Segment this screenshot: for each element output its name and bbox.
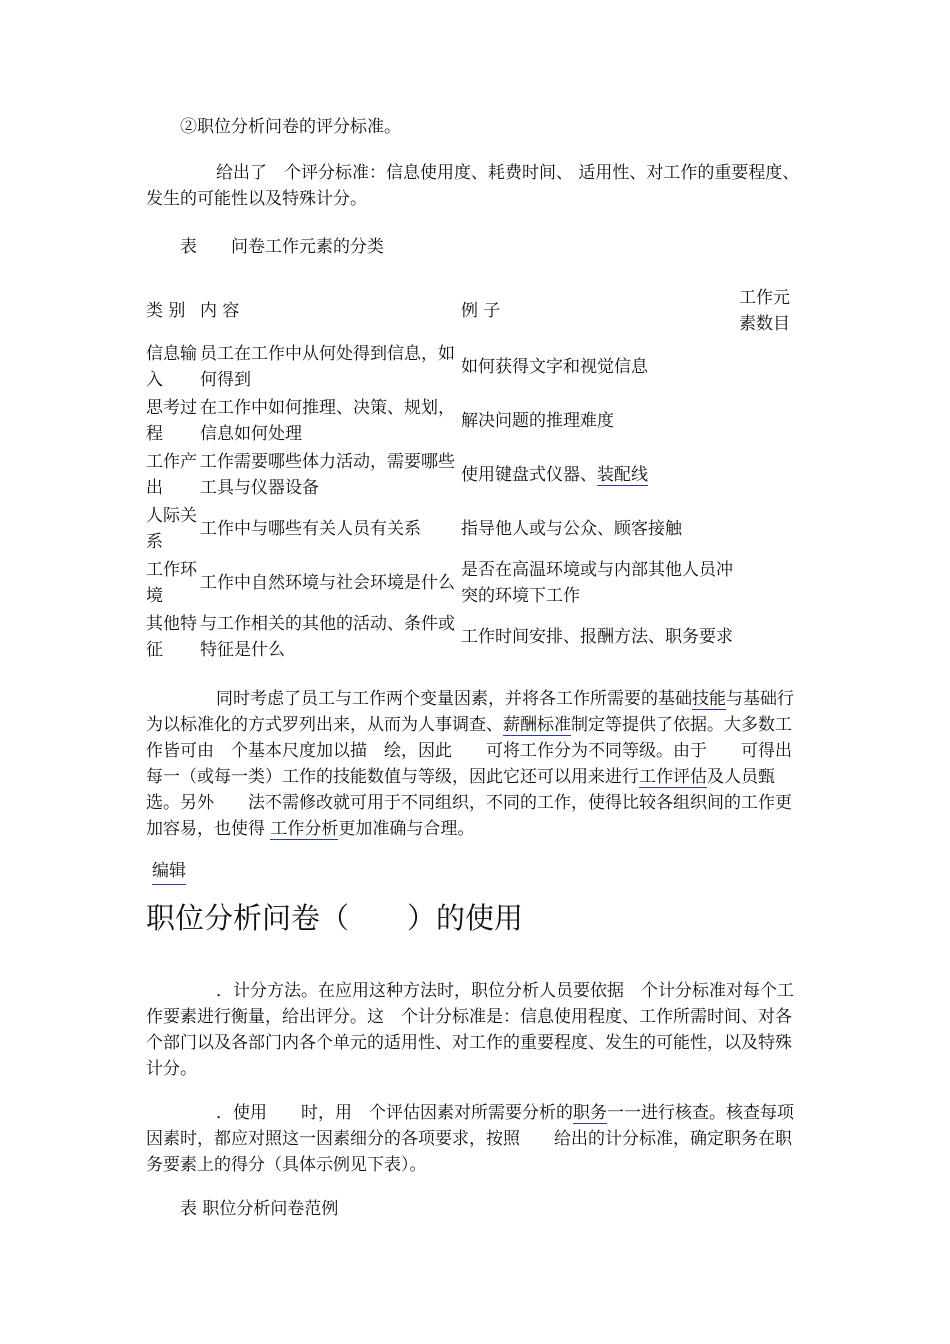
example-text: 使用键盘式仪器、 — [461, 465, 597, 485]
cell-example — [461, 556, 739, 610]
paragraph-text: 一一进行核查。核查每项因素时，都应对照这一因素细分的各项要求，按照 给出的计分标准，确定职务在职务要素上的得分（具体示例见下表）。 — [146, 1103, 794, 1175]
cell-example — [461, 610, 739, 664]
table-row — [146, 394, 806, 448]
table-row — [146, 448, 806, 502]
score-standard-title: ②职位分析问卷的评分标准。 — [180, 117, 401, 137]
cell-content: 工作中自然环境与社会环境是什么 — [200, 573, 455, 593]
cell-count — [739, 502, 806, 556]
assembly-line-link[interactable]: 装配线 — [597, 465, 648, 485]
variables-paragraph — [146, 686, 806, 842]
cell-category: 信息输入 — [146, 344, 197, 390]
table-row — [146, 556, 806, 610]
scoring-method-paragraph: ．计分方法。在应用这种方法时，职位分析人员要依据 个计分标准对每个工作要素进行衡量，给出评分。这 个计分标准是：信息使用程度、工作所需时间、对各个部门以及各部门内各个单元的适用性、对工作的重要程度、发生的可能性，以及特殊计分。 — [146, 981, 794, 1079]
cell-count — [739, 394, 806, 448]
usage-paragraph — [146, 1100, 806, 1178]
cell-content: 与工作相关的其他的活动、条件或特征是什么 — [200, 614, 455, 660]
table-row — [146, 610, 806, 664]
cell-count — [739, 556, 806, 610]
score-standard-paragraph: 给出了 个评分标准：信息使用度、耗费时间、 适用性、对工作的重要程度、发生的可能性以及特殊计分。 — [146, 163, 800, 209]
cell-example — [461, 502, 739, 556]
cell-count — [739, 340, 806, 394]
table-row — [146, 502, 806, 556]
job-element-classification-table — [146, 282, 806, 664]
header-example: 例 子 — [461, 301, 501, 321]
example-text: 解决问题的推理难度 — [461, 411, 614, 431]
cell-category: 思考过程 — [146, 398, 197, 444]
header-element-count: 工作元素数目 — [739, 288, 790, 334]
salary-standard-link[interactable]: 薪酬标准 — [503, 715, 571, 735]
section-heading: 职位分析问卷（ ）的使用 — [146, 901, 524, 935]
paragraph-text: 更加准确与合理。 — [338, 819, 475, 839]
table1-caption: 表 问卷工作元素的分类 — [180, 237, 384, 257]
paragraph-text: 及人员甄选。另外 法不需修改就可用于不同组织，不同的工作，使得比较各组织间的工作更加容易，也使得 — [146, 767, 792, 839]
paragraph-text: 与基础行为以标准化的方式罗列出来，从而为人事调查、 — [146, 689, 794, 735]
cell-content: 在工作中如何推理、决策、规划，信息如何处理 — [200, 398, 455, 444]
cell-content: 工作需要哪些体力活动，需要哪些工具与仪器设备 — [200, 452, 455, 498]
table-row — [146, 340, 806, 394]
cell-example — [461, 448, 739, 502]
cell-category: 人际关系 — [146, 506, 197, 552]
paragraph-text: 同时考虑了员工与工作两个变量因素，并将各工作所需要的基础 — [216, 689, 692, 709]
cell-category: 工作产出 — [146, 452, 197, 498]
example-text: 指导他人或与公众、顾客接触 — [461, 519, 682, 539]
paragraph-text: 制定等提供了依据。大多数工作皆可由 个基本尺度加以描 绘，因此 可将工作分为不同等级。由于 可得出每一（或每一类）工作的技能数值与等级，因此它还可以用来进行 — [146, 715, 792, 787]
edit-link[interactable]: 编辑 — [152, 858, 186, 885]
cell-count — [739, 448, 806, 502]
table-header-row — [146, 282, 806, 340]
example-text: 工作时间安排、报酬方法、职务要求 — [461, 627, 733, 647]
cell-category: 其他特征 — [146, 614, 197, 660]
job-duty-link[interactable]: 职务 — [573, 1103, 607, 1123]
example-text: 如何获得文字和视觉信息 — [461, 357, 648, 377]
skill-link[interactable]: 技能 — [692, 689, 726, 709]
header-content: 内 容 — [200, 301, 240, 321]
cell-content: 工作中与哪些有关人员有关系 — [200, 519, 421, 539]
cell-example — [461, 394, 739, 448]
cell-example — [461, 340, 739, 394]
paragraph-text: ．使用 时，用 个评估因素对所需要分析的 — [216, 1103, 573, 1123]
header-category: 类 别 — [146, 301, 186, 321]
table2-caption: 表 职位分析问卷范例 — [180, 1199, 339, 1219]
example-text: 是否在高温环境或与内部其他人员冲突的环境下工作 — [461, 560, 733, 606]
cell-count — [739, 610, 806, 664]
cell-content: 员工在工作中从何处得到信息，如何得到 — [200, 344, 455, 390]
cell-category: 工作环境 — [146, 560, 197, 606]
job-analysis-link[interactable]: 工作分析 — [270, 819, 339, 839]
job-evaluation-link[interactable]: 工作评估 — [639, 767, 707, 787]
